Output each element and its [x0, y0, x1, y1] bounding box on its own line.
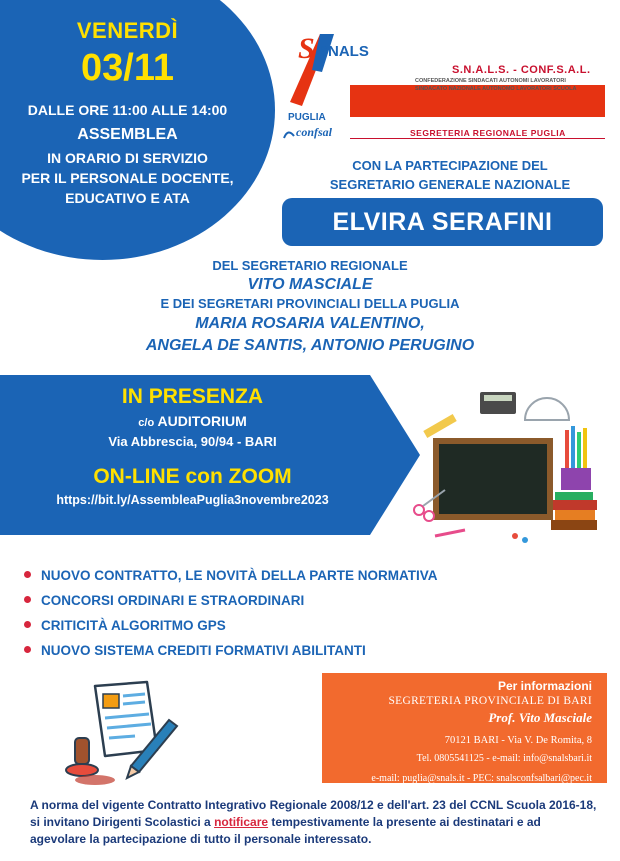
- topics-list: [24, 563, 584, 663]
- provincial-secretaries-names: MARIA ROSARIA VALENTINO,: [195, 315, 425, 332]
- list-item: [24, 563, 584, 588]
- logo-region: PUGLIA: [288, 112, 326, 123]
- venue-prefix: c/o: [138, 417, 155, 429]
- event-time: DALLE ORE 11:00 ALLE 14:00: [27, 102, 228, 118]
- org-name: S.N.A.L.S. - CONF.S.A.L.: [452, 64, 591, 76]
- blackboard-illustration: [405, 390, 600, 550]
- footer-text: tempestivamente la presente ai destinatari e ad agevolare la partecipazione di tutto il personale interessato.: [30, 815, 541, 846]
- footer-notice: [30, 797, 598, 848]
- venue-address: Via Abbrescia, 90/94 - BARI: [108, 434, 277, 449]
- footer-text: A norma del vigente Contratto Integrativo Regionale 2008/12 e dell'art. 23 del CCNL Scuola 2016-18, si invitano Dirigenti Scolastici a: [30, 798, 597, 829]
- info-office: SEGRETERIA PROVINCIALE DI BARI: [388, 695, 592, 707]
- footer-highlight: notificare: [214, 815, 269, 829]
- topic-text: CRITICITÀ ALGORITMO GPS: [41, 618, 226, 633]
- regional-secretary-name: VITO MASCIALE: [247, 276, 373, 293]
- bullet-icon: [24, 621, 31, 628]
- logo-brand: SNALS: [318, 43, 369, 60]
- logo-tagline: confsal: [296, 125, 332, 139]
- bullet-icon: [24, 571, 31, 578]
- org-subtitle: SINDACATO NAZIONALE AUTONOMO LAVORATORI SCUOLA: [415, 86, 577, 92]
- regional-office: SEGRETERIA REGIONALE PUGLIA: [410, 128, 566, 138]
- provincial-secretaries-names: ANGELA DE SANTIS, ANTONIO PERUGINO: [145, 337, 475, 354]
- topic-text: CONCORSI ORDINARI E STRAORDINARI: [41, 593, 305, 608]
- event-date: 03/11: [81, 47, 174, 89]
- secretaries-block: [60, 257, 560, 357]
- info-person: Prof. Vito Masciale: [488, 710, 592, 725]
- svg-text:S: S: [298, 32, 315, 65]
- bullet-icon: [24, 596, 31, 603]
- topic-text: NUOVO SISTEMA CREDITI FORMATIVI ABILITANTI: [41, 643, 366, 658]
- zoom-link[interactable]: https://bit.ly/AssembleaPuglia3novembre2023: [56, 493, 329, 507]
- service-line: EDUCATIVO E ATA: [65, 190, 190, 206]
- info-contact: Tel. 0805541125 - e-mail: info@snalsbari.it: [416, 753, 592, 764]
- online-heading: ON-LINE con ZOOM: [93, 465, 292, 488]
- info-title: Per informazioni: [497, 679, 592, 693]
- participation-line: CON LA PARTECIPAZIONE DEL: [352, 158, 548, 173]
- bullet-icon: [24, 646, 31, 653]
- service-line: PER IL PERSONALE DOCENTE,: [21, 170, 234, 186]
- guest-name-box: ELVIRA SERAFINI: [282, 198, 603, 246]
- document-illustration: [65, 680, 180, 790]
- list-item: [24, 588, 584, 613]
- event-weekday: VENERDÌ: [76, 18, 179, 43]
- regional-secretary-label: DEL SEGRETARIO REGIONALE: [212, 258, 408, 273]
- event-date-block: [0, 18, 255, 206]
- info-address: 70121 BARI - Via V. De Romita, 8: [444, 735, 592, 746]
- venue-line: [0, 411, 385, 433]
- list-item: [24, 638, 584, 663]
- info-block: [322, 678, 592, 786]
- participation-line: SEGRETARIO GENERALE NAZIONALE: [329, 177, 571, 192]
- venue-name: AUDITORIUM: [157, 413, 247, 429]
- in-person-heading: IN PRESENZA: [121, 385, 264, 408]
- participation-text: [300, 156, 600, 194]
- service-line: IN ORARIO DI SERVIZIO: [47, 150, 208, 166]
- logo-divider: [350, 138, 605, 139]
- snals-logo: [282, 24, 392, 144]
- venue-block: [0, 383, 385, 509]
- provincial-secretaries-label: E DEI SEGRETARI PROVINCIALI DELLA PUGLIA: [160, 296, 460, 311]
- org-subtitle: CONFEDERAZIONE SINDACATI AUTONOMI LAVORATORI: [415, 78, 566, 84]
- list-item: [24, 613, 584, 638]
- info-mail: e-mail: puglia@snals.it - PEC: snalsconfsalbari@pec.it: [371, 773, 592, 784]
- topic-text: NUOVO CONTRATTO, LE NOVITÀ DELLA PARTE NORMATIVA: [41, 568, 438, 583]
- event-type: ASSEMBLEA: [77, 126, 178, 143]
